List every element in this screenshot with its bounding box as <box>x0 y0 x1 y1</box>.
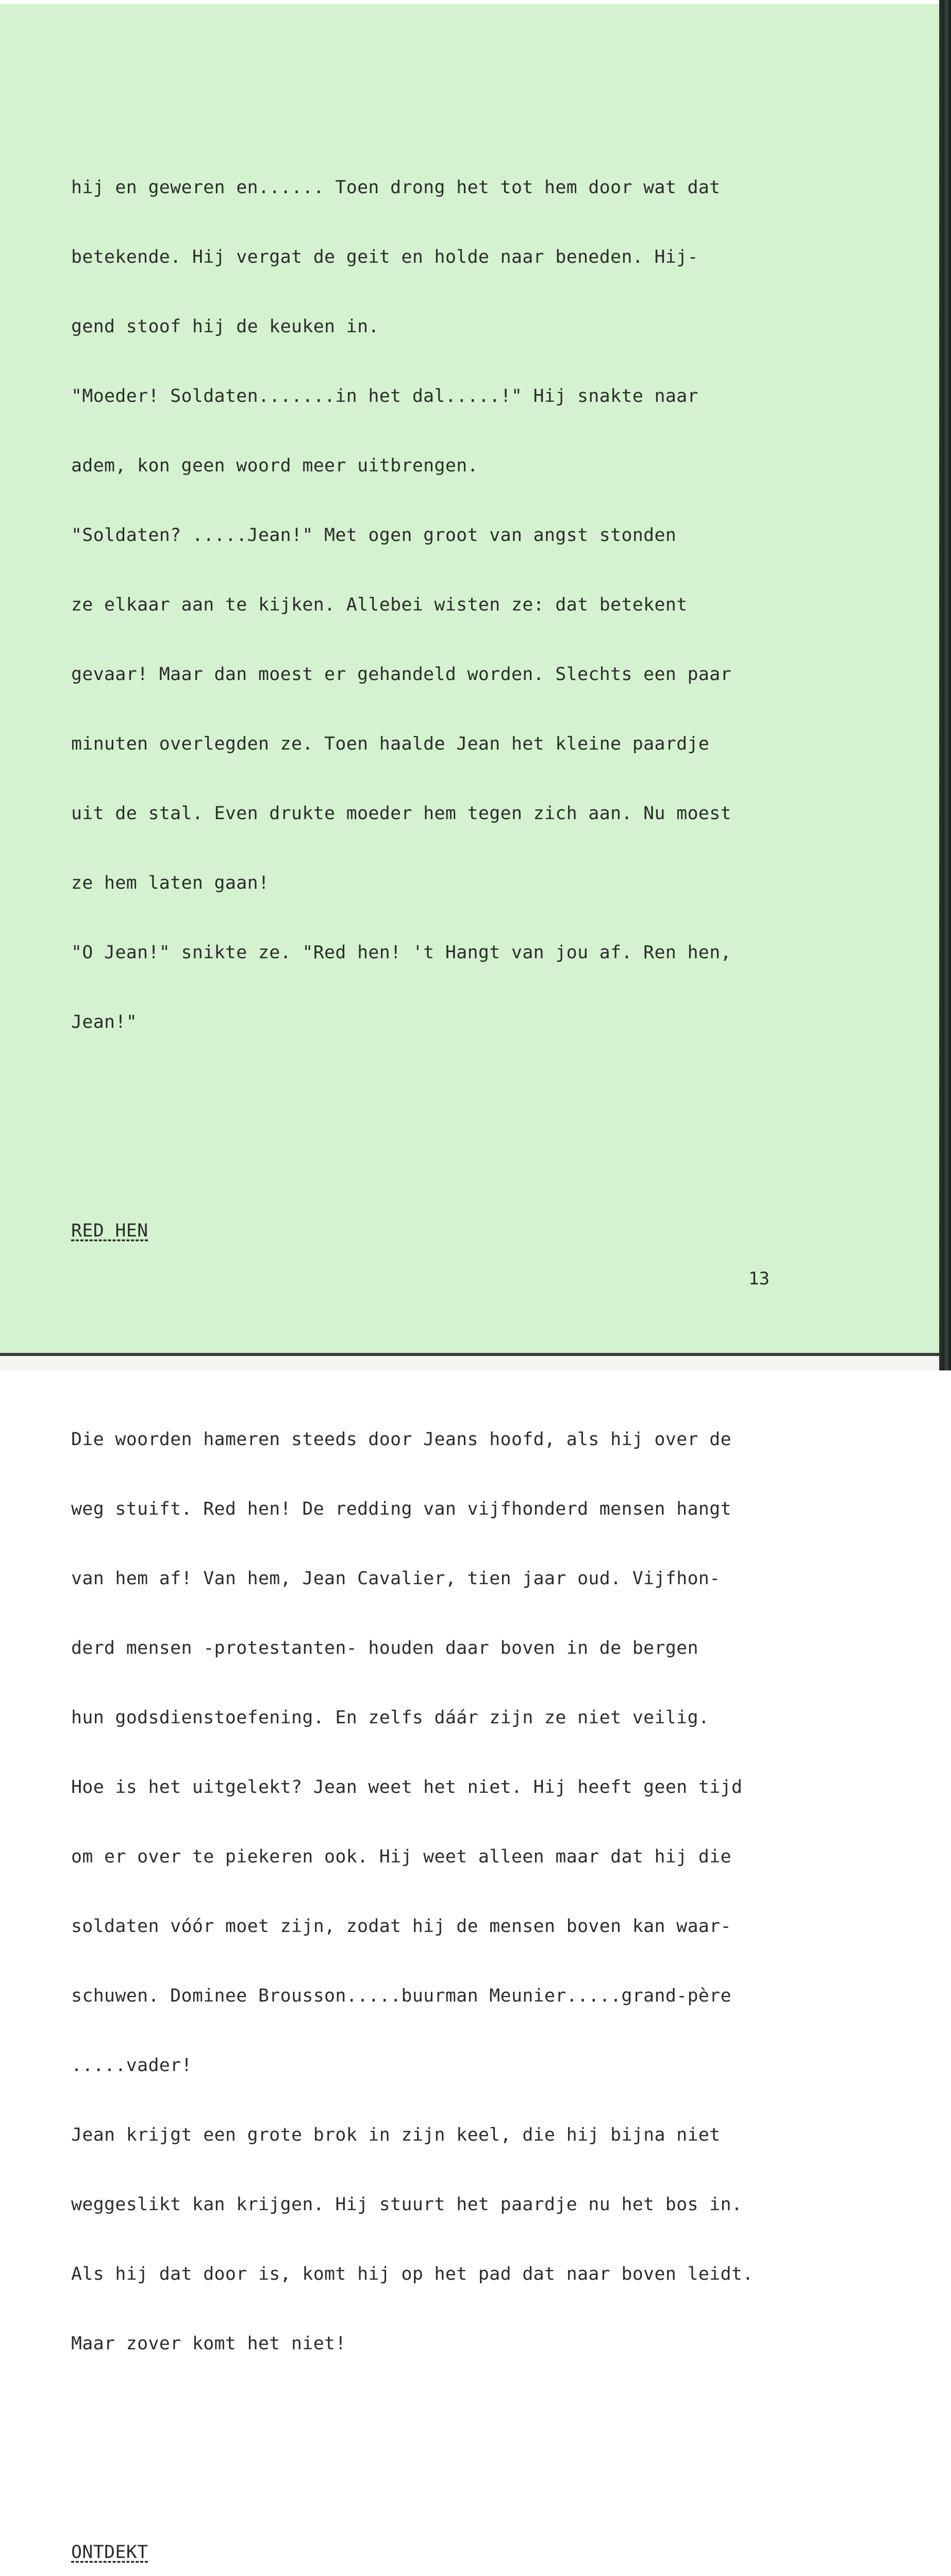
text-line: "Soldaten? .....Jean!" Met ogen groot van angst stonden <box>71 525 677 546</box>
text-line: gend stoof hij de keuken in. <box>71 316 379 337</box>
text-line: van hem af! Van hem, Jean Cavalier, tien jaar oud. Vijfhon- <box>71 1568 721 1589</box>
text-line: "Moeder! Soldaten.......in het dal.....!" Hij snakte naar <box>71 386 698 406</box>
text-line: om er over te piekeren ook. Hij weet alleen maar dat hij die <box>71 1846 731 1867</box>
text-line: weg stuift. Red hen! De redding van vijfhonderd mensen hangt <box>71 1499 731 1519</box>
text-line: Als hij dat door is, komt hij op het pad dat naar boven leidt. <box>71 2264 754 2284</box>
text-line: Jean!" <box>71 1012 138 1032</box>
body-text <box>71 83 916 2576</box>
text-line: uit de stal. Even drukte moeder hem tegen zich aan. Nu moest <box>71 803 731 824</box>
page-number: 13 <box>748 1268 770 1289</box>
paragraph-gap <box>71 2471 916 2495</box>
text-line: ze hem laten gaan! <box>71 873 270 893</box>
binding-spine <box>939 0 951 1370</box>
text-line: betekende. Hij vergat de geit en holde naar beneden. Hij- <box>71 247 698 267</box>
text-line: .....vader! <box>71 2055 192 2076</box>
text-line: hun godsdienstoefening. En zelfs dáár zijn ze niet veilig. <box>71 1707 710 1728</box>
text-line: Jean krijgt een grote brok in zijn keel, die hij bijna niet <box>71 2125 721 2145</box>
text-line: "O Jean!" snikte ze. "Red hen! 't Hangt van jou af. Ren hen, <box>71 942 731 963</box>
section-heading-red-hen: RED HEN <box>71 1221 148 1241</box>
text-line: Maar zover komt het niet! <box>71 2333 346 2354</box>
text-line: gevaar! Maar dan moest er gehandeld worden. Slechts een paar <box>71 664 731 685</box>
paragraph-2 <box>71 1382 916 2402</box>
section-heading-ontdekt: ONTDEKT <box>71 2542 148 2563</box>
text-line: soldaten vóór moet zijn, zodat hij de mensen boven kan waar- <box>71 1916 731 1937</box>
text-line: minuten overlegden ze. Toen haalde Jean het kleine paardje <box>71 734 710 754</box>
paragraph-gap <box>71 1289 916 1312</box>
text-line: hij en geweren en...... Toen drong het tot hem door wat dat <box>71 177 721 198</box>
text-line: weggeslikt kan krijgen. Hij stuurt het paardje nu het bos in. <box>71 2194 743 2215</box>
paragraph-gap <box>71 1150 916 1173</box>
text-line: derd mensen -protestanten- houden daar boven in de bergen <box>71 1638 698 1658</box>
text-line: ze elkaar aan te kijken. Allebei wisten ze: dat betekent <box>71 595 688 615</box>
text-line: Hoe is het uitgelekt? Jean weet het niet. Hij heeft geen tijd <box>71 1777 743 1798</box>
paragraph-1 <box>71 130 916 1080</box>
text-line: adem, kon geen woord meer uitbrengen. <box>71 455 478 476</box>
text-line: schuwen. Dominee Brousson.....buurman Meunier.....grand-père <box>71 1986 731 2006</box>
text-line: Die woorden hameren steeds door Jeans hoofd, als hij over de <box>71 1429 731 1450</box>
